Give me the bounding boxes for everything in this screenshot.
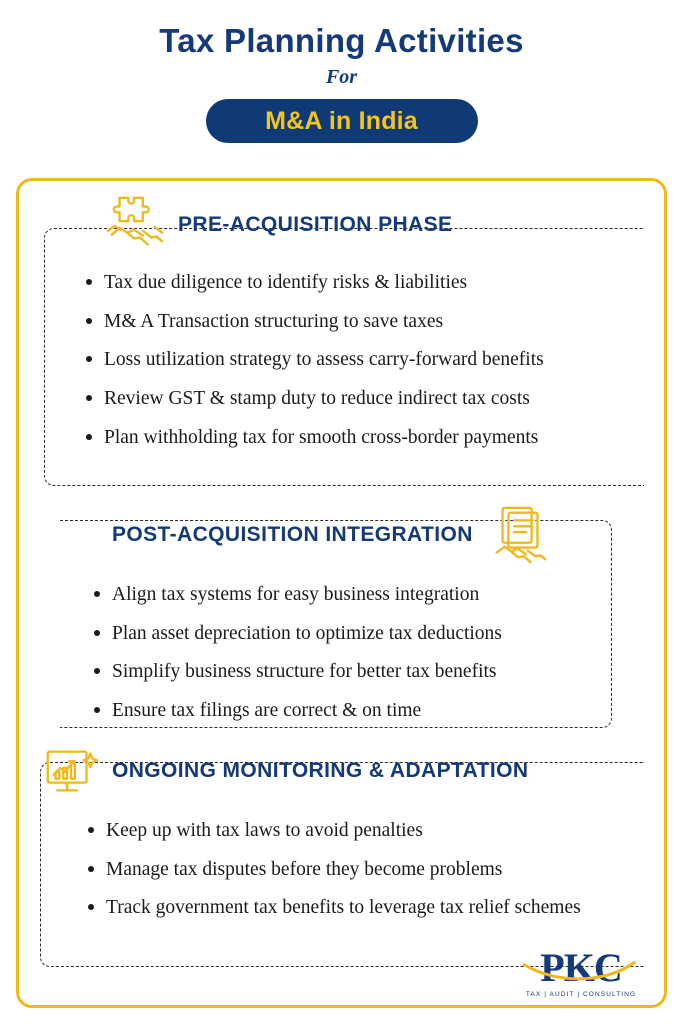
growth-chart-icon bbox=[40, 740, 102, 802]
title-connector: For bbox=[325, 66, 358, 88]
section-title: PRE-ACQUISITION PHASE bbox=[178, 213, 453, 236]
list-item: M& A Transaction structuring to save taxes bbox=[78, 307, 650, 337]
logo-wordmark: PKC bbox=[540, 945, 622, 990]
list-item: Track government tax benefits to leverage tax relief schemes bbox=[80, 893, 654, 923]
section-title: ONGOING MONITORING & ADAPTATION bbox=[112, 759, 529, 782]
subject-pill bbox=[206, 99, 478, 143]
subject-label: M&A in India bbox=[265, 106, 418, 135]
list-item: Review GST & stamp duty to reduce indirect tax costs bbox=[78, 384, 650, 414]
section-header bbox=[34, 740, 654, 802]
section-header bbox=[70, 504, 650, 566]
list-item: Keep up with tax laws to avoid penalties bbox=[80, 816, 654, 846]
page-title: Tax Planning Activities bbox=[159, 22, 524, 59]
logo-tagline: TAX | AUDIT | CONSULTING bbox=[525, 991, 637, 998]
section-ongoing-monitoring-adaptation bbox=[34, 740, 654, 932]
section-list bbox=[80, 816, 654, 923]
header bbox=[0, 0, 683, 143]
document-handshake-icon bbox=[489, 504, 551, 566]
handshake-puzzle-icon bbox=[106, 192, 168, 254]
list-item: Simplify business structure for better tax benefits bbox=[86, 657, 650, 687]
list-item: Plan withholding tax for smooth cross-border payments bbox=[78, 423, 650, 453]
section-list bbox=[86, 580, 650, 726]
company-logo bbox=[515, 945, 647, 998]
section-header bbox=[60, 196, 650, 254]
list-item: Loss utilization strategy to assess carry-forward benefits bbox=[78, 345, 650, 375]
section-title: POST-ACQUISITION INTEGRATION bbox=[112, 523, 473, 546]
list-item: Align tax systems for easy business integration bbox=[86, 580, 650, 610]
section-list bbox=[78, 268, 650, 452]
list-item: Manage tax disputes before they become problems bbox=[80, 855, 654, 885]
section-post-acquisition-integration bbox=[70, 504, 650, 735]
logo-swoosh-icon bbox=[519, 960, 639, 986]
list-item: Plan asset depreciation to optimize tax deductions bbox=[86, 619, 650, 649]
list-item: Tax due diligence to identify risks & liabilities bbox=[78, 268, 650, 298]
section-pre-acquisition-phase bbox=[60, 196, 650, 461]
list-item: Ensure tax filings are correct & on time bbox=[86, 696, 650, 726]
